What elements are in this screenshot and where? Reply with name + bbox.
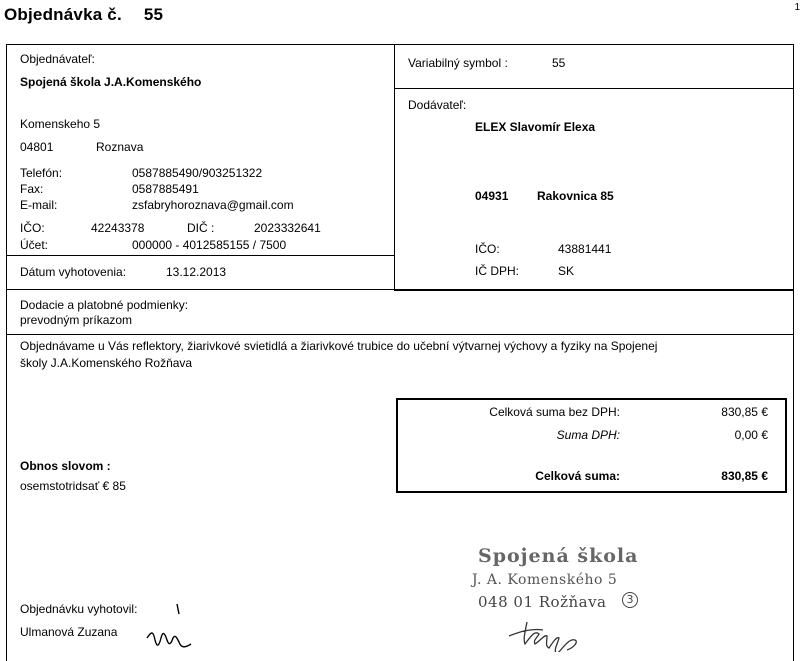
supplier-bottom-border bbox=[394, 289, 794, 291]
fax-label: Fax: bbox=[20, 182, 44, 196]
account-label: Účet: bbox=[20, 238, 49, 252]
ico-value: 42243378 bbox=[91, 221, 145, 235]
supplier-zip: 04931 bbox=[475, 189, 509, 203]
dic-value: 2023332641 bbox=[254, 221, 321, 235]
order-title bbox=[4, 5, 163, 25]
supplier-name: ELEX Slavomír Elexa bbox=[475, 120, 596, 134]
vs-divider bbox=[394, 88, 794, 89]
issuer-label: Objednávku vyhotovil: bbox=[20, 602, 138, 616]
buyer-name: Spojená škola J.A.Komenského bbox=[20, 75, 202, 89]
supplier-ico-value: 43881441 bbox=[558, 242, 612, 256]
buyer-zip: 04801 bbox=[20, 140, 54, 154]
terms-label: Dodacie a platobné podmienky: bbox=[20, 298, 189, 312]
ico-label: IČO: bbox=[20, 221, 45, 235]
stamp-signature bbox=[505, 612, 615, 652]
supplier-right-border bbox=[394, 255, 395, 290]
stamp-line2: J. A. Komenského 5 bbox=[472, 572, 618, 588]
supplier-label: Dodávateľ: bbox=[408, 98, 467, 112]
terms-bottom-divider bbox=[6, 334, 794, 335]
phone-label: Telefón: bbox=[20, 166, 63, 180]
vat-value: 0,00 € bbox=[734, 428, 768, 442]
variable-symbol-value: 55 bbox=[552, 56, 566, 70]
variable-symbol-label: Variabilný symbol : bbox=[408, 56, 508, 70]
total-label: Celková suma: bbox=[535, 469, 620, 483]
stamp-line1: Spojená škola bbox=[478, 545, 639, 567]
terms-value: prevodným príkazom bbox=[20, 313, 133, 327]
total-value: 830,85 € bbox=[721, 469, 768, 483]
supplier-ico-label: IČO: bbox=[475, 242, 500, 256]
buyer-street: Komenskeho 5 bbox=[20, 117, 101, 131]
order-text-line2: školy J.A.Komenského Rožňava bbox=[20, 356, 193, 370]
supplier-icdph-value: SK bbox=[558, 264, 575, 278]
subtotal-label: Celková suma bez DPH: bbox=[489, 405, 620, 419]
stamp-line3: 048 01 Rožňava bbox=[478, 593, 607, 611]
fax-value: 0587885491 bbox=[132, 182, 199, 196]
issuer-name: Ulmanová Zuzana bbox=[20, 625, 118, 639]
order-title-label: Objednávka č. bbox=[4, 5, 122, 24]
account-value: 000000 - 4012585155 / 7500 bbox=[132, 238, 287, 252]
date-label: Dátum vyhotovenia: bbox=[20, 265, 127, 279]
date-bottom-divider bbox=[6, 289, 395, 290]
date-value: 13.12.2013 bbox=[166, 265, 227, 279]
supplier-icdph-label: IČ DPH: bbox=[475, 264, 520, 278]
words-value: osemstotridsať € 85 bbox=[20, 479, 126, 493]
stamp-mark: 3 bbox=[622, 592, 638, 608]
buyer-date-divider bbox=[6, 255, 395, 256]
email-value: zsfabryhoroznava@gmail.com bbox=[132, 198, 294, 212]
page-mark: 1 bbox=[794, 2, 800, 13]
dic-label: DIČ : bbox=[187, 221, 215, 235]
email-label: E-mail: bbox=[20, 198, 58, 212]
vat-label: Suma DPH: bbox=[556, 428, 620, 442]
order-text-line1: Objednávame u Vás reflektory, žiarivkové svietidlá a žiarivkové trubice do učební výtvarnej výchovy a fyziky na Spojenej bbox=[20, 339, 658, 353]
phone-value: 0587885490/903251322 bbox=[132, 166, 263, 180]
words-label: Obnos slovom : bbox=[20, 459, 111, 473]
subtotal-value: 830,85 € bbox=[721, 405, 768, 419]
supplier-address: Rakovnica 85 bbox=[537, 189, 614, 203]
issuer-signature bbox=[145, 598, 205, 653]
buyer-city: Roznava bbox=[96, 140, 144, 154]
buyer-label: Objednávateľ: bbox=[20, 52, 95, 66]
vertical-divider bbox=[394, 44, 395, 255]
order-number: 55 bbox=[143, 5, 164, 24]
